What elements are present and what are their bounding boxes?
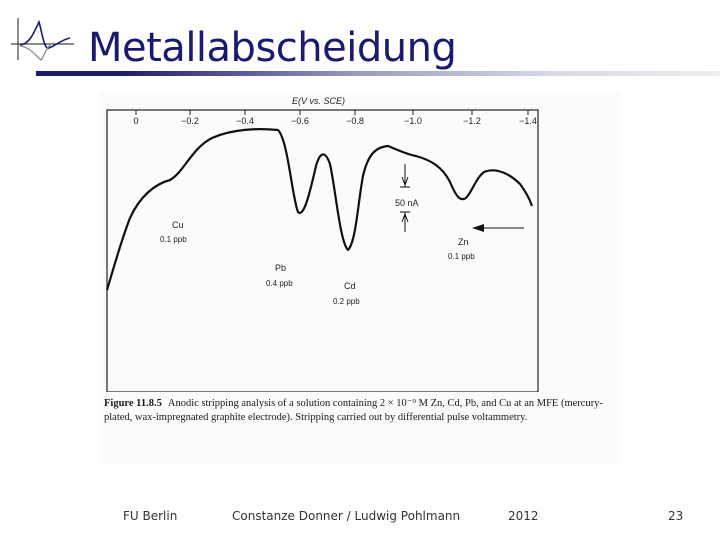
- x-axis-title: E(V vs. SCE): [292, 96, 346, 106]
- tick-label: 0: [133, 116, 139, 126]
- figure-caption-text: Anodic stripping analysis of a solution containing 2 × 10⁻⁹ M Zn, Cd, Pb, and Cu at an MFE (mercury-plated, wax-impregnated graphite electrode). Stripping carried out by differential pulse voltammetry.: [104, 398, 603, 423]
- slide-title: Metallabscheidung: [88, 25, 457, 71]
- peak-conc-pb: 0.4 ppb: [266, 279, 293, 288]
- tick-label: −0.8: [346, 116, 364, 126]
- figure-caption: [104, 397, 609, 425]
- figure-number: Figure 11.8.5: [104, 398, 162, 409]
- voltammogram-logo-icon: [8, 14, 80, 64]
- scale-bar-label: 50 nA: [395, 198, 419, 208]
- peak-label-pb: Pb: [275, 263, 287, 273]
- tick-label: −1.4: [519, 116, 537, 126]
- slide-number: 23: [668, 509, 684, 523]
- peak-conc-zn: 0.1 ppb: [448, 252, 475, 261]
- peak-label-cu: Cu: [172, 220, 184, 230]
- logo: [8, 14, 80, 64]
- peak-label-cd: Cd: [344, 281, 356, 291]
- zn-arrow: [472, 224, 524, 232]
- tick-label: −0.2: [181, 116, 199, 126]
- peak-label-zn: Zn: [458, 237, 469, 247]
- footer-institution: FU Berlin: [123, 509, 178, 523]
- tick-label: −1.2: [463, 116, 481, 126]
- x-axis-ticks: [136, 110, 528, 115]
- footer-year: 2012: [508, 509, 539, 523]
- tick-label: −0.6: [291, 116, 309, 126]
- tick-label: −0.4: [236, 116, 254, 126]
- peak-conc-cd: 0.2 ppb: [333, 297, 360, 306]
- peak-conc-cu: 0.1 ppb: [160, 235, 187, 244]
- footer-authors: Constanze Donner / Ludwig Pohlmann: [232, 509, 461, 523]
- plot-frame: [107, 110, 538, 392]
- title-underline: [36, 71, 720, 76]
- stripping-voltammogram-figure: [100, 92, 620, 464]
- voltammogram-plot: [100, 92, 620, 392]
- tick-label: −1.0: [404, 116, 422, 126]
- current-trace: [107, 129, 532, 290]
